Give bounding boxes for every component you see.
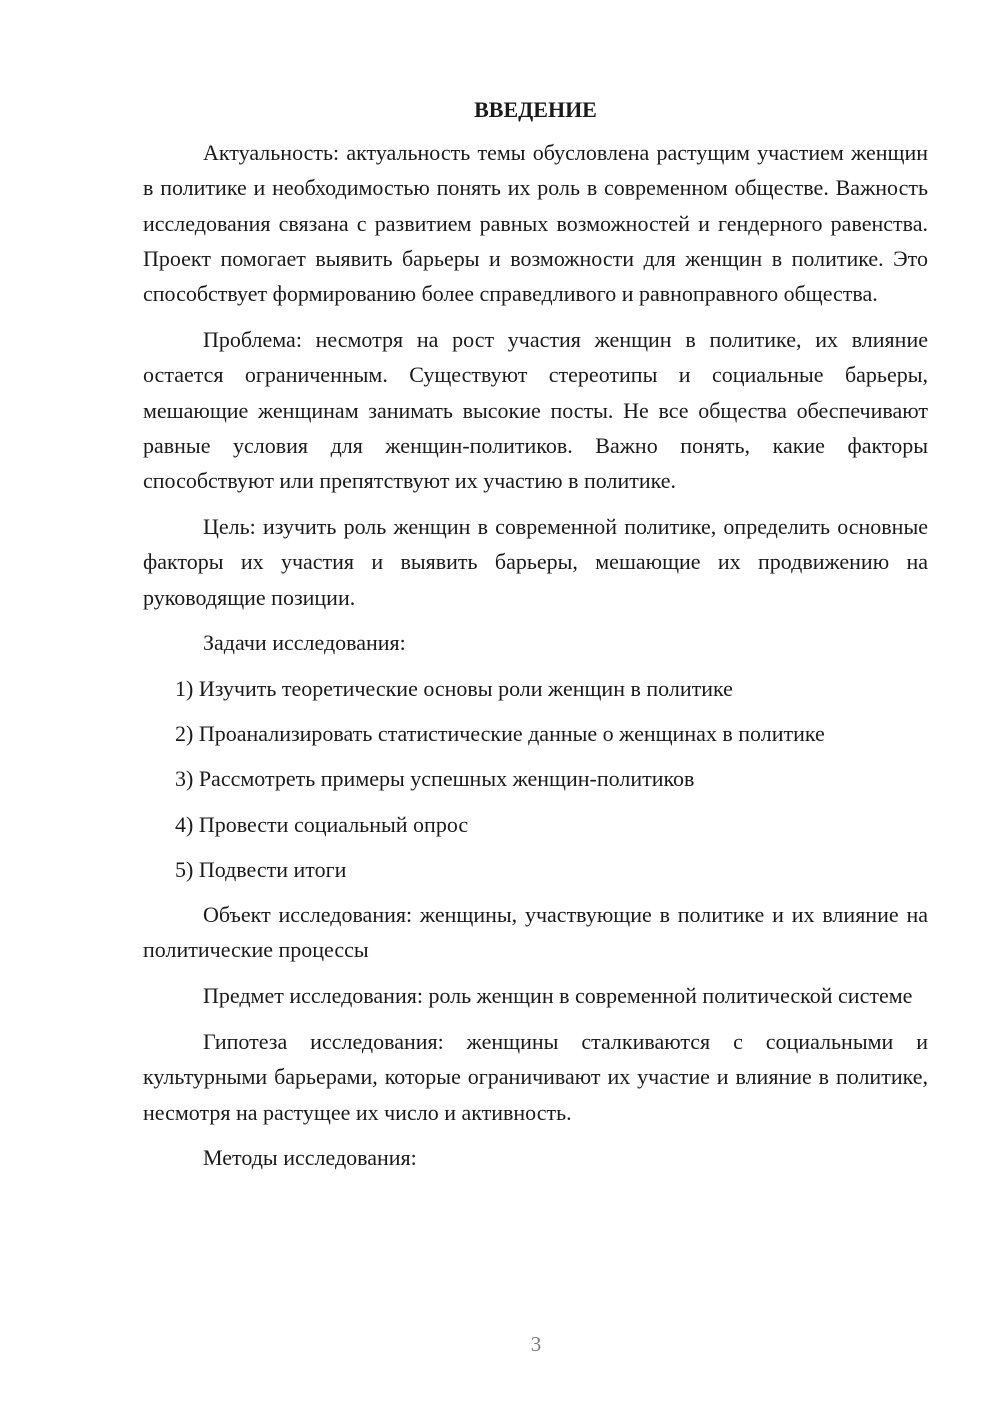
paragraph-goal: Цель: изучить роль женщин в современной политике, определить основные факторы их участия и выявить барьеры, мешающие их продвижению на руководящие позиции.: [143, 513, 928, 610]
list-item: 2) Проанализировать статистические данные о женщинах в политике: [175, 720, 825, 746]
list-item: 4) Провести социальный опрос: [175, 811, 469, 837]
paragraph-subject: Предмет исследования: роль женщин в современной политической системе: [203, 983, 913, 1009]
tasks-list: [143, 671, 928, 887]
paragraph-object: Объект исследования: женщины, участвующие в политике и их влияние на политические процессы: [143, 902, 928, 963]
paragraph-relevance: Актуальность: актуальность темы обусловлена растущим участием женщин в политике и необходимостью понять их роль в современном обществе. Важность исследования связана с развитием равных возможностей и гендерного равенства. Проект помогает выявить барьеры и возможности для женщин в политике. Это способствует формированию более справедливого и равноправного общества.: [143, 140, 928, 307]
section-title: ВВЕДЕНИЕ: [474, 97, 597, 122]
list-item: 1) Изучить теоретические основы роли женщин в политике: [175, 675, 733, 701]
list-item: 3) Рассмотреть примеры успешных женщин-политиков: [175, 766, 695, 792]
list-item: 5) Подвести итоги: [175, 856, 347, 882]
document-page: [143, 92, 928, 1186]
paragraph-hypothesis: Гипотеза исследования: женщины сталкиваются с социальными и культурными барьерами, которые ограничивают их участие и влияние в политике, несмотря на растущее их число и активность.: [143, 1029, 928, 1125]
paragraph-problem: Проблема: несмотря на рост участия женщин в политике, их влияние остается ограниченным. Существуют стереотипы и социальные барьеры, мешающие женщинам занимать высокие посты. Не все общества обеспечивают равные условия для женщин-политиков. Важно понять, какие факторы способствуют или препятствуют их участию в политике.: [143, 326, 928, 494]
page-number: 3: [530, 1332, 542, 1356]
paragraph-methods: Методы исследования:: [203, 1145, 417, 1171]
tasks-heading: Задачи исследования:: [203, 630, 406, 656]
